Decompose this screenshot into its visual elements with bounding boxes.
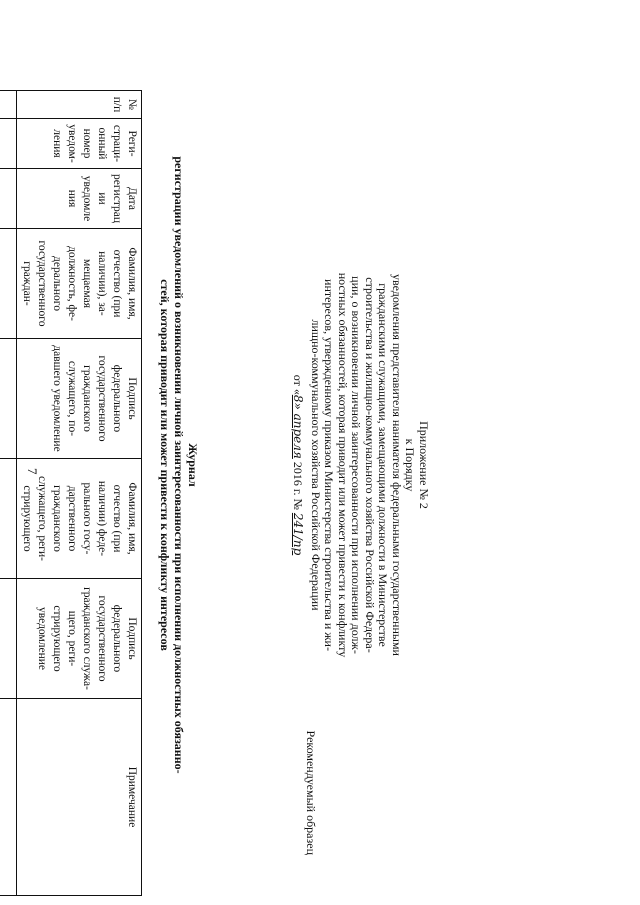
appendix-line: строительства и жилищно-коммунального хозяйства Российской Федера- (363, 277, 377, 653)
journal-subtitle-line: стей, которая приводит или может привести к конфликту интересов (158, 279, 172, 651)
header-registration-date: Дата регистрации уведомления (17, 169, 142, 229)
appendix-line: ции, о возникновении личной заинтересованности при исполнении долж- (349, 276, 364, 654)
appendix-title: Приложение № 2 (417, 421, 431, 509)
document-content (0, 35, 430, 895)
appendix-line: гражданскими служащими, замещающими должности в Министерстве (376, 283, 391, 647)
order-prefix: от « (291, 374, 306, 395)
appendix-line: интересов, утвержденному приказом Министерства строительства и жи- (322, 279, 337, 651)
header-submitter-signature: Подпись федерального государственного гражданского служащего, подавшего уведомление (17, 339, 142, 459)
header-note: Примечание (17, 699, 142, 896)
table-cell (0, 579, 17, 699)
page-number: 7 (25, 468, 40, 475)
table-cell (0, 229, 17, 339)
journal-subtitle-line: регистрации уведомлений о возникновении личной заинтересованности при исполнении должностных обязанно- (172, 156, 186, 774)
appendix-to-order: к Порядку (403, 438, 418, 492)
journal-table (0, 90, 142, 896)
appendix-line: ностных обязанностей, которая приводит или может привести к конфликту (336, 272, 350, 658)
table-cell (0, 169, 17, 229)
header-registration-number: Регистрационный номер уведомления (17, 119, 142, 169)
handwritten-date: 8» апреля (291, 394, 306, 459)
header-number: № п/п (17, 91, 142, 119)
table-cell (0, 699, 17, 896)
journal-heading (158, 35, 200, 895)
journal-title: Журнал (186, 443, 200, 487)
appendix-line: лищно-коммунального хозяйства Российской Федерации (309, 319, 323, 611)
table-row (0, 91, 17, 896)
header-registrar-signature: Подпись федерального государственного гражданского служащего, регистрирующего уведомление (17, 579, 142, 699)
appendix-line: уведомления представителя нанимателя федеральными государственными (390, 274, 404, 656)
table-cell (0, 119, 17, 169)
recommended-sample-label: Рекомендуемый образец (304, 730, 318, 855)
table-header-row (17, 91, 142, 896)
table-cell (0, 339, 17, 459)
handwritten-number: 241/пр (291, 512, 306, 556)
order-year: 2016 г. № (291, 461, 306, 510)
header-submitter-name: Фамилия, имя, отчество (при наличии), замещаемая должность, федерального государственного граждан- (17, 229, 142, 339)
table-cell (0, 91, 17, 119)
header-registrar-name: Фамилия, имя, отчество (при наличии) федерального государственного гражданского служащего, регистрирующего (17, 459, 142, 579)
table-cell (0, 459, 17, 579)
